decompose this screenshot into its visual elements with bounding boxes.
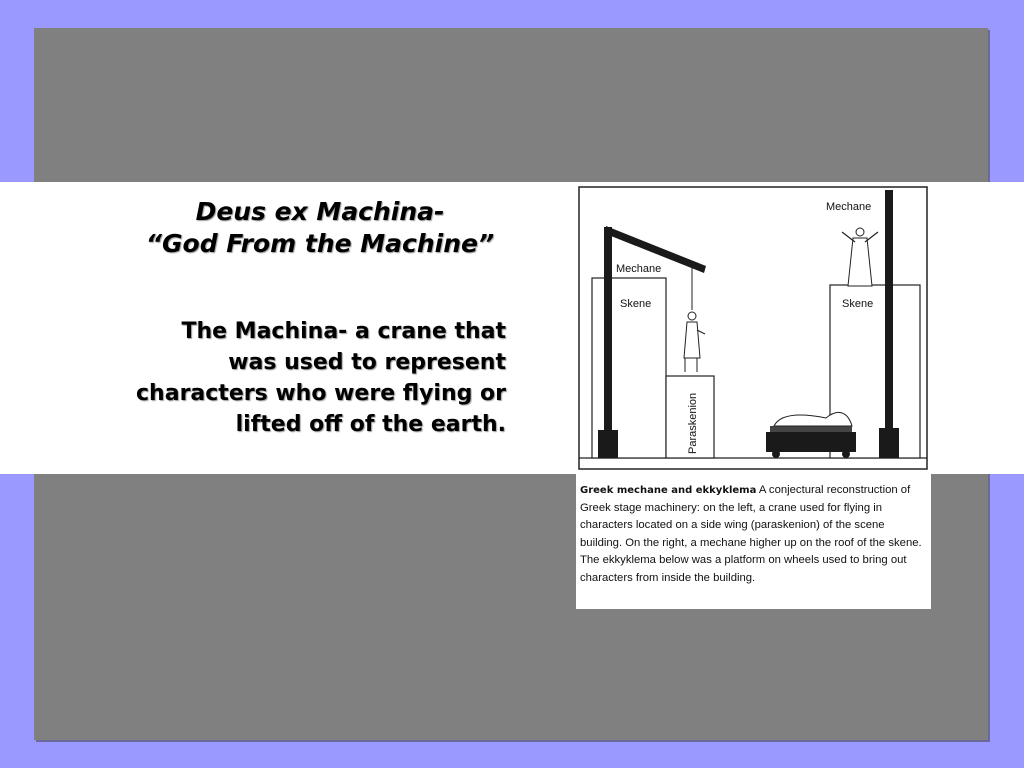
figure-caption (580, 482, 925, 587)
label-mechane-right: Mechane (826, 201, 872, 213)
right-crane-mast (885, 190, 893, 430)
flying-figure (684, 312, 705, 372)
right-crane-base (879, 428, 899, 458)
left-crane-mast (604, 227, 612, 431)
stage-machinery-figure (576, 182, 931, 609)
caption-text: A conjectural reconstruction of Greek stage machinery: on the left, a crane used for flying in characters located on a side wing (paraskenion) of the scene building. On the right, a mechane higher up on the roof of the skene. The ekkyklema below was a platform on wheels used to bring out characters from inside the building. (580, 484, 922, 584)
left-crane-base (598, 430, 618, 458)
label-mechane-left: Mechane (616, 263, 662, 275)
title-line-2: “God From the Machine” (145, 229, 495, 258)
slide-body-text: The Machina- a crane that was used to represent characters who were flying or lifted off of the earth. (136, 319, 506, 437)
ekkyklema-platform (766, 412, 856, 458)
god-figure (842, 228, 878, 286)
label-paraskenion: Paraskenion (687, 392, 699, 454)
caption-lead: Greek mechane and ekkyklema (580, 485, 757, 496)
title-line-1: Deus ex Machina- (195, 197, 445, 226)
label-skene-right: Skene (842, 298, 874, 310)
stage-diagram (576, 182, 931, 482)
label-skene-left: Skene (620, 298, 652, 310)
slide-title (120, 196, 520, 260)
